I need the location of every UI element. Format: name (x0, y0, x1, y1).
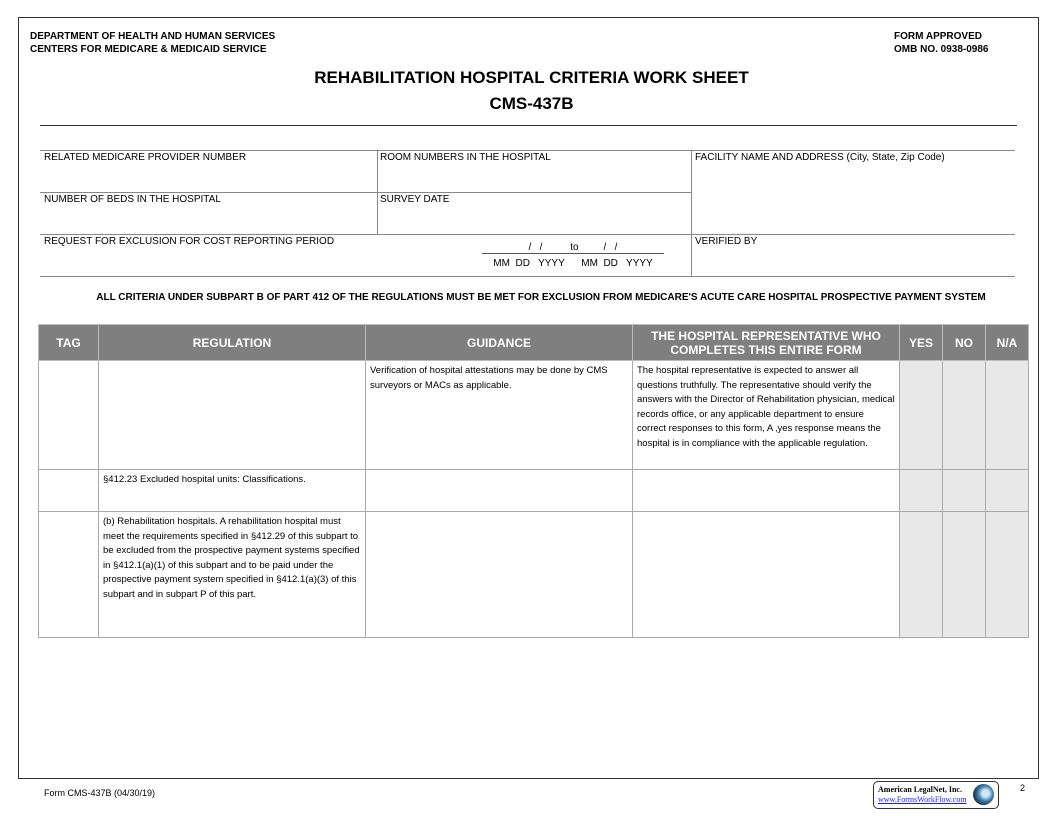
date-range-input[interactable]: / / to / / (482, 242, 664, 254)
tag-cell (39, 470, 99, 512)
regulation-cell: §412.23 Excluded hospital units: Classifications. (99, 470, 366, 512)
form-id: Form CMS-437B (04/30/19) (44, 788, 156, 798)
tag-cell (39, 361, 99, 470)
col-yes: YES (900, 325, 943, 361)
dept-line1: DEPARTMENT OF HEALTH AND HUMAN SERVICES (30, 31, 276, 42)
col-representative: THE HOSPITAL REPRESENTATIVE WHO COMPLETES THIS ENTIRE FORM (633, 325, 900, 361)
exclusion-request-field[interactable]: REQUEST FOR EXCLUSION FOR COST REPORTING PERIOD (44, 236, 335, 247)
representative-cell (633, 470, 900, 512)
form-approved: FORM APPROVED (894, 31, 982, 42)
table-row (39, 361, 1029, 470)
survey-date-field[interactable]: SURVEY DATE (380, 194, 450, 205)
guidance-cell: Verification of hospital attestations may be done by CMS surveyors or MACs as applicable. (366, 361, 633, 470)
guidance-cell (366, 470, 633, 512)
logo-url[interactable]: www.FormsWorkFlow.com (878, 795, 967, 804)
col-tag: TAG (39, 325, 99, 361)
verified-by-field[interactable]: VERIFIED BY (695, 236, 758, 247)
criteria-table (38, 324, 1029, 638)
omb-approval (894, 30, 989, 56)
room-numbers-field[interactable]: ROOM NUMBERS IN THE HOSPITAL (380, 152, 551, 163)
yes-checkbox[interactable] (900, 470, 943, 512)
col-na: N/A (986, 325, 1029, 361)
date-format-hint: MM DD YYYY MM DD YYYY (493, 258, 653, 269)
provider-number-field[interactable]: RELATED MEDICARE PROVIDER NUMBER (44, 152, 247, 163)
beds-field[interactable]: NUMBER OF BEDS IN THE HOSPITAL (44, 194, 221, 205)
guidance-cell (366, 512, 633, 638)
criteria-note: ALL CRITERIA UNDER SUBPART B OF PART 412 OF THE REGULATIONS MUST BE MET FOR EXCLUSION FROM MEDICARE'S ACUTE CARE HOSPITAL PROSPECTIVE PAYMENT SYSTEM (96, 292, 986, 303)
omb-number: OMB NO. 0938-0986 (894, 44, 989, 55)
na-checkbox[interactable] (986, 361, 1029, 470)
regulation-cell (99, 361, 366, 470)
american-legalnet-logo[interactable] (873, 781, 999, 809)
na-checkbox[interactable] (986, 512, 1029, 638)
representative-cell (633, 512, 900, 638)
facility-address-field[interactable]: FACILITY NAME AND ADDRESS (City, State, Zip Code) (695, 152, 945, 163)
col-guidance: GUIDANCE (366, 325, 633, 361)
dept-line2: CENTERS FOR MEDICARE & MEDICAID SERVICE (30, 44, 267, 55)
yes-checkbox[interactable] (900, 512, 943, 638)
department-header (30, 30, 275, 56)
table-header (39, 325, 1029, 361)
no-checkbox[interactable] (943, 361, 986, 470)
na-checkbox[interactable] (986, 470, 1029, 512)
form-number: CMS-437B (489, 94, 574, 113)
regulation-cell: (b) Rehabilitation hospitals. A rehabilitation hospital must meet the requirements specified in §412.29 of this subpart to be excluded from the prospective payment systems specified in §412.1(a)(1) of this subpart and to be paid under the prospective payment system specified in §412.1(a)(3) of this subpart and in subpart P of this part. (99, 512, 366, 638)
tag-cell (39, 512, 99, 638)
logo-company: American LegalNet, Inc. (878, 785, 962, 794)
no-checkbox[interactable] (943, 470, 986, 512)
table-row (39, 512, 1029, 638)
no-checkbox[interactable] (943, 512, 986, 638)
table-row (39, 470, 1029, 512)
col-regulation: REGULATION (99, 325, 366, 361)
page-number: 2 (1020, 783, 1026, 793)
page-title: REHABILITATION HOSPITAL CRITERIA WORK SHEET (314, 68, 749, 87)
globe-icon (973, 784, 994, 805)
col-no: NO (943, 325, 986, 361)
representative-cell: The hospital representative is expected to answer all questions truthfully. The representative should verify the answers with the Director of Rehabilitation physician, medical records office, or any applicable department to ensure correct responses to this form, A ‚yes response means the hospital is in compliance with the applicable regulation. (633, 361, 900, 470)
yes-checkbox[interactable] (900, 361, 943, 470)
